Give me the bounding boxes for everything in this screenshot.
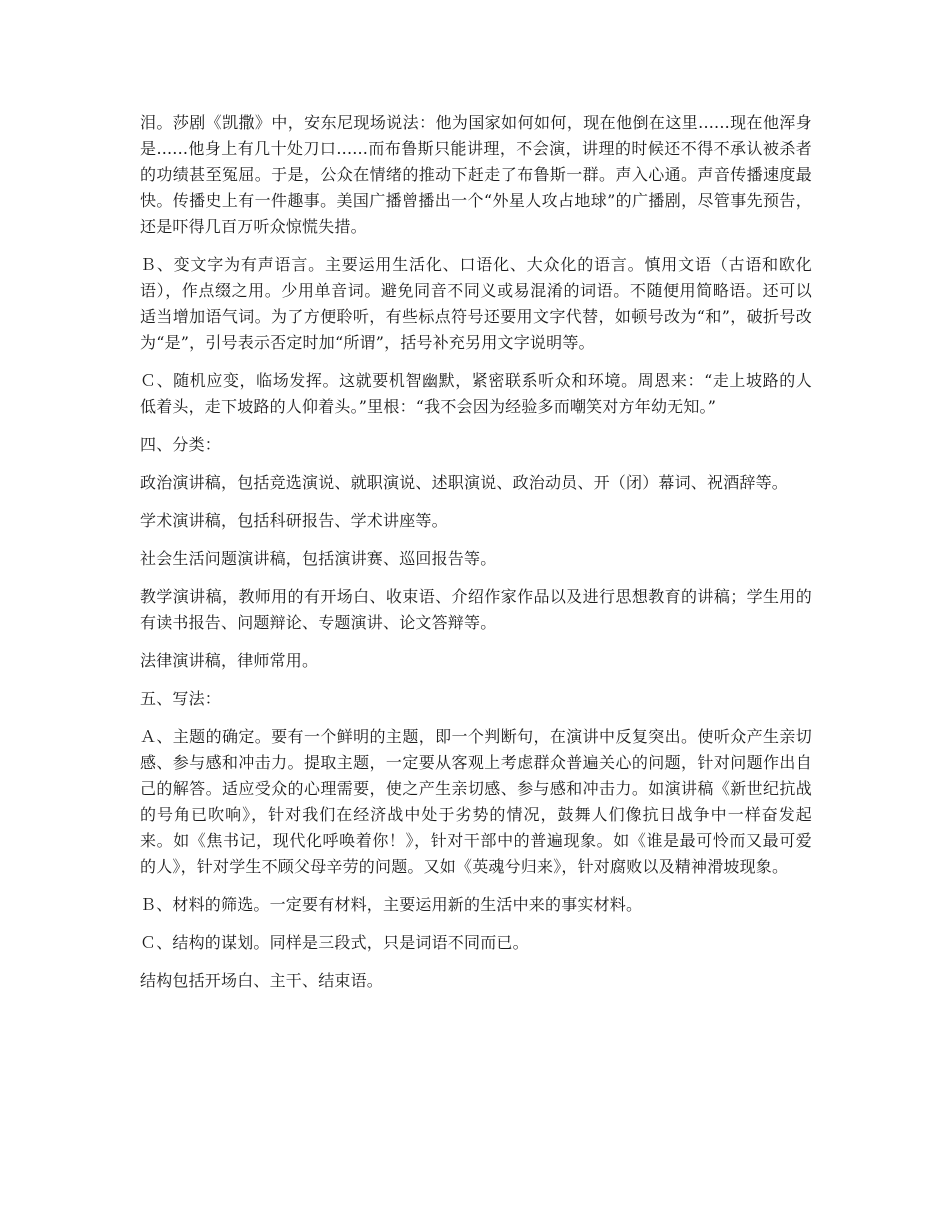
section-heading-writing-method: 五、写法： xyxy=(140,689,222,708)
paragraph-political-speech: 政治演讲稿，包括竞选演说、就职演说、述职演说、政治动员、开（闭）幕词、祝酒辞等。 xyxy=(140,473,789,492)
paragraph-structure-parts: 结构包括开场白、主干、结束语。 xyxy=(140,971,384,990)
paragraph-a-theme: Ａ、主题的确定。要有一个鲜明的主题，即一个判断句，在演讲中反复突出。使听众产生亲切感、参与感和冲击力。提取主题，一定要从客观上考虑群众普遍关心的问题，针对问题作出自己的解答。适应受众的心理需要，使之产生亲切感、参与感和冲击力。如演讲稿《新世纪抗战的号角已吹响》，针对我们在经济战中处于劣势的情况，鼓舞人们像抗日战争中一样奋发起来。如《焦书记，现代化呼唤着你！》，针对干部中的普遍现象。如《谁是最可怜而又最可爱的人》，针对学生不顾父母辛劳的问题。又如《英魂兮归来》，针对腐败以及精神滑坡现象。 xyxy=(140,727,812,876)
document-page xyxy=(140,110,812,1006)
paragraph-teaching-speech: 教学演讲稿，教师用的有开场白、收束语、介绍作家作品以及进行思想教育的讲稿；学生用的有读书报告、问题辩论、专题演讲、论文答辩等。 xyxy=(140,587,812,632)
paragraph-social-speech: 社会生活问题演讲稿，包括演讲赛、巡回报告等。 xyxy=(140,549,497,568)
section-heading-classification: 四、分类： xyxy=(140,435,222,454)
paragraph-b-spoken-language: Ｂ、变文字为有声语言。主要运用生活化、口语化、大众化的语言。慎用文语（古语和欧化语），作点缀之用。少用单音词。避免同音不同义或易混淆的词语。不随便用简略语。还可以适当增加语气词。为了方便聆听，有些标点符号还要用文字代替，如顿号改为“和”，破折号改为“是”，引号表示否定时加“所谓”，括号补充另用文字说明等。 xyxy=(140,255,812,352)
paragraph-legal-speech: 法律演讲稿，律师常用。 xyxy=(140,651,319,670)
paragraph-academic-speech: 学术演讲稿，包括科研报告、学术讲座等。 xyxy=(140,511,448,530)
paragraph-c-structure: Ｃ、结构的谋划。同样是三段式，只是词语不同而已。 xyxy=(140,933,529,952)
paragraph-shakespeare-example: 泪。莎剧《凯撒》中，安东尼现场说法：他为国家如何如何，现在他倒在这里......现在他浑身是......他身上有几十处刀口......而布鲁斯只能讲理，不会演，讲理的时候还不得不承认被杀者的功绩甚至冤屈。于是，公众在情绪的推动下赶走了布鲁斯一群。声入心通。声音传播速度最快。传播史上有一件趣事。美国广播曾播出一个“外星人攻占地球”的广播剧，尽管事先预告，还是吓得几百万听众惊慌失措。 xyxy=(140,113,812,236)
paragraph-c-improvisation: Ｃ、随机应变，临场发挥。这就要机智幽默，紧密联系听众和环境。周恩来：“走上坡路的人低着头，走下坡路的人仰着头。”里根：“我不会因为经验多而嘲笑对方年幼无知。” xyxy=(140,371,812,416)
paragraph-b-material: Ｂ、材料的筛选。一定要有材料，主要运用新的生活中来的事实材料。 xyxy=(140,895,643,914)
